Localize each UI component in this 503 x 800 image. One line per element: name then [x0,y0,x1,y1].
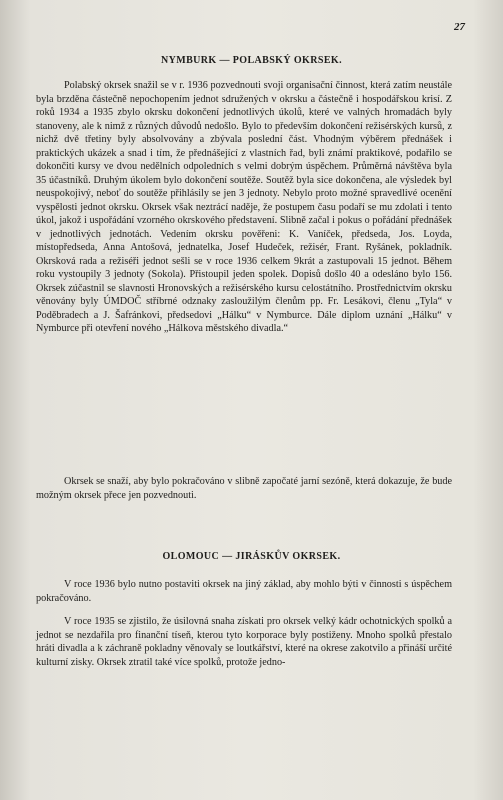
section-heading-olomouc: OLOMOUC — JIRÁSKŮV OKRSEK. [162,551,341,562]
section-body-nymburk-closing [36,475,452,502]
section-body-nymburk [36,79,452,336]
section-body-olomouc [36,615,452,669]
paragraph: V roce 1936 bylo nutno postaviti okrsek na jiný základ, aby mohlo býti v činnosti s úspěchem pokračováno. [36,579,452,604]
paragraph: Okrsek se snaží, aby bylo pokračováno v slibně započaté jarní sezóně, která dokazuje, že bude možným okrsek přece jen pozvednouti. [36,476,452,501]
paragraph: Polabský okrsek snažil se v r. 1936 pozvednouti svoji organisační činnost, která zatím neustále byla brzděna částečně nepochopením jednot sdružených v okrsku a částečně i hospodářskou krisí. Z roků 1934 a 1935 zbylo okrsku dokončení jednotlivých úkolů, které ve valných hromadách byly stanoveny, ale k nimž z různých důvodů nedošlo. Bylo to především dokončení režisérských kursů, z nichž dvě třetiny byly absolvovány a zbývala poslední část. Vhodným výběrem přednášek i praktických ukázek a snad i tím, že přednášející z vlastních řad, byli známí praktikové, podařilo se dokončiti kursy ve dvou nedělních odpoledních s velmi dobrým úspěchem. Průměrná návštěva byla 35 účastníků. Druhým úkolem bylo dokončení soutěže. Soutěž byla sice dokončena, ale výsledek byl neuspokojivý, neboť do soutěže přihlásily se jen 3 jednoty. Nebylo proto možné spravedlivé ocenění vyspělosti jednot okrsku. Okrsek však neztrácí naděje, že postupem času podaří se mu zdolati i tento úkol, jakož i uspořádání vzorného okrskového představení. Slibně začal i pokus o pořádání přednášek v jednotlivých jednotách. Vedením okrsku pověřeni: K. Vaníček, předseda, Jos. Loyda, místopředseda, Anna Antošová, jednatelka, Josef Hudeček, režisér, Frant. Ryšánek, pokladník. Okrsková rada a režiséři jednot sešli se v roce 1936 celkem 9krát a zastupovali 15 jednot. Během roku vystoupily 3 jednoty (Sokola). Přistoupil jeden spolek. Dopisů došlo 40 a odesláno bylo 156. Okrsek zúčastnil se slavnosti Hronovských a režisérského kursu celostátního. Prostřednictvím okrsku věnovány byly ÚMDOČ stříbrné odznaky zasloužilým členům pp. Fr. Lesákovi, členu „Tyla“ v Poděbradech a J. Šafránkovi, předsedovi „Hálku“ v Nymburce. Dále diplom uznání „Hálku“ v Nymburce při otevření nového „Hálkova městského divadla.“ [36,80,452,334]
paragraph: V roce 1935 se zjistilo, že úsilovná snaha získati pro okrsek velký kádr ochotnických spolků a jednot se nezdařila pro finanční tíseň, kterou tyto korporace byly postiženy. Mnoho spolků přestalo hráti divadla a k záchraně pokladny věnovaly se loutkářství, které na okrese zakotvilo a přináší určité kulturní zisky. Okrsek ztratil také více spolků, protože jedno- [36,616,452,668]
section-heading-nymburk: NYMBURK — POLABSKÝ OKRSEK. [161,55,342,66]
page-number: 27 [454,21,465,33]
section-body-olomouc-intro [36,578,452,605]
